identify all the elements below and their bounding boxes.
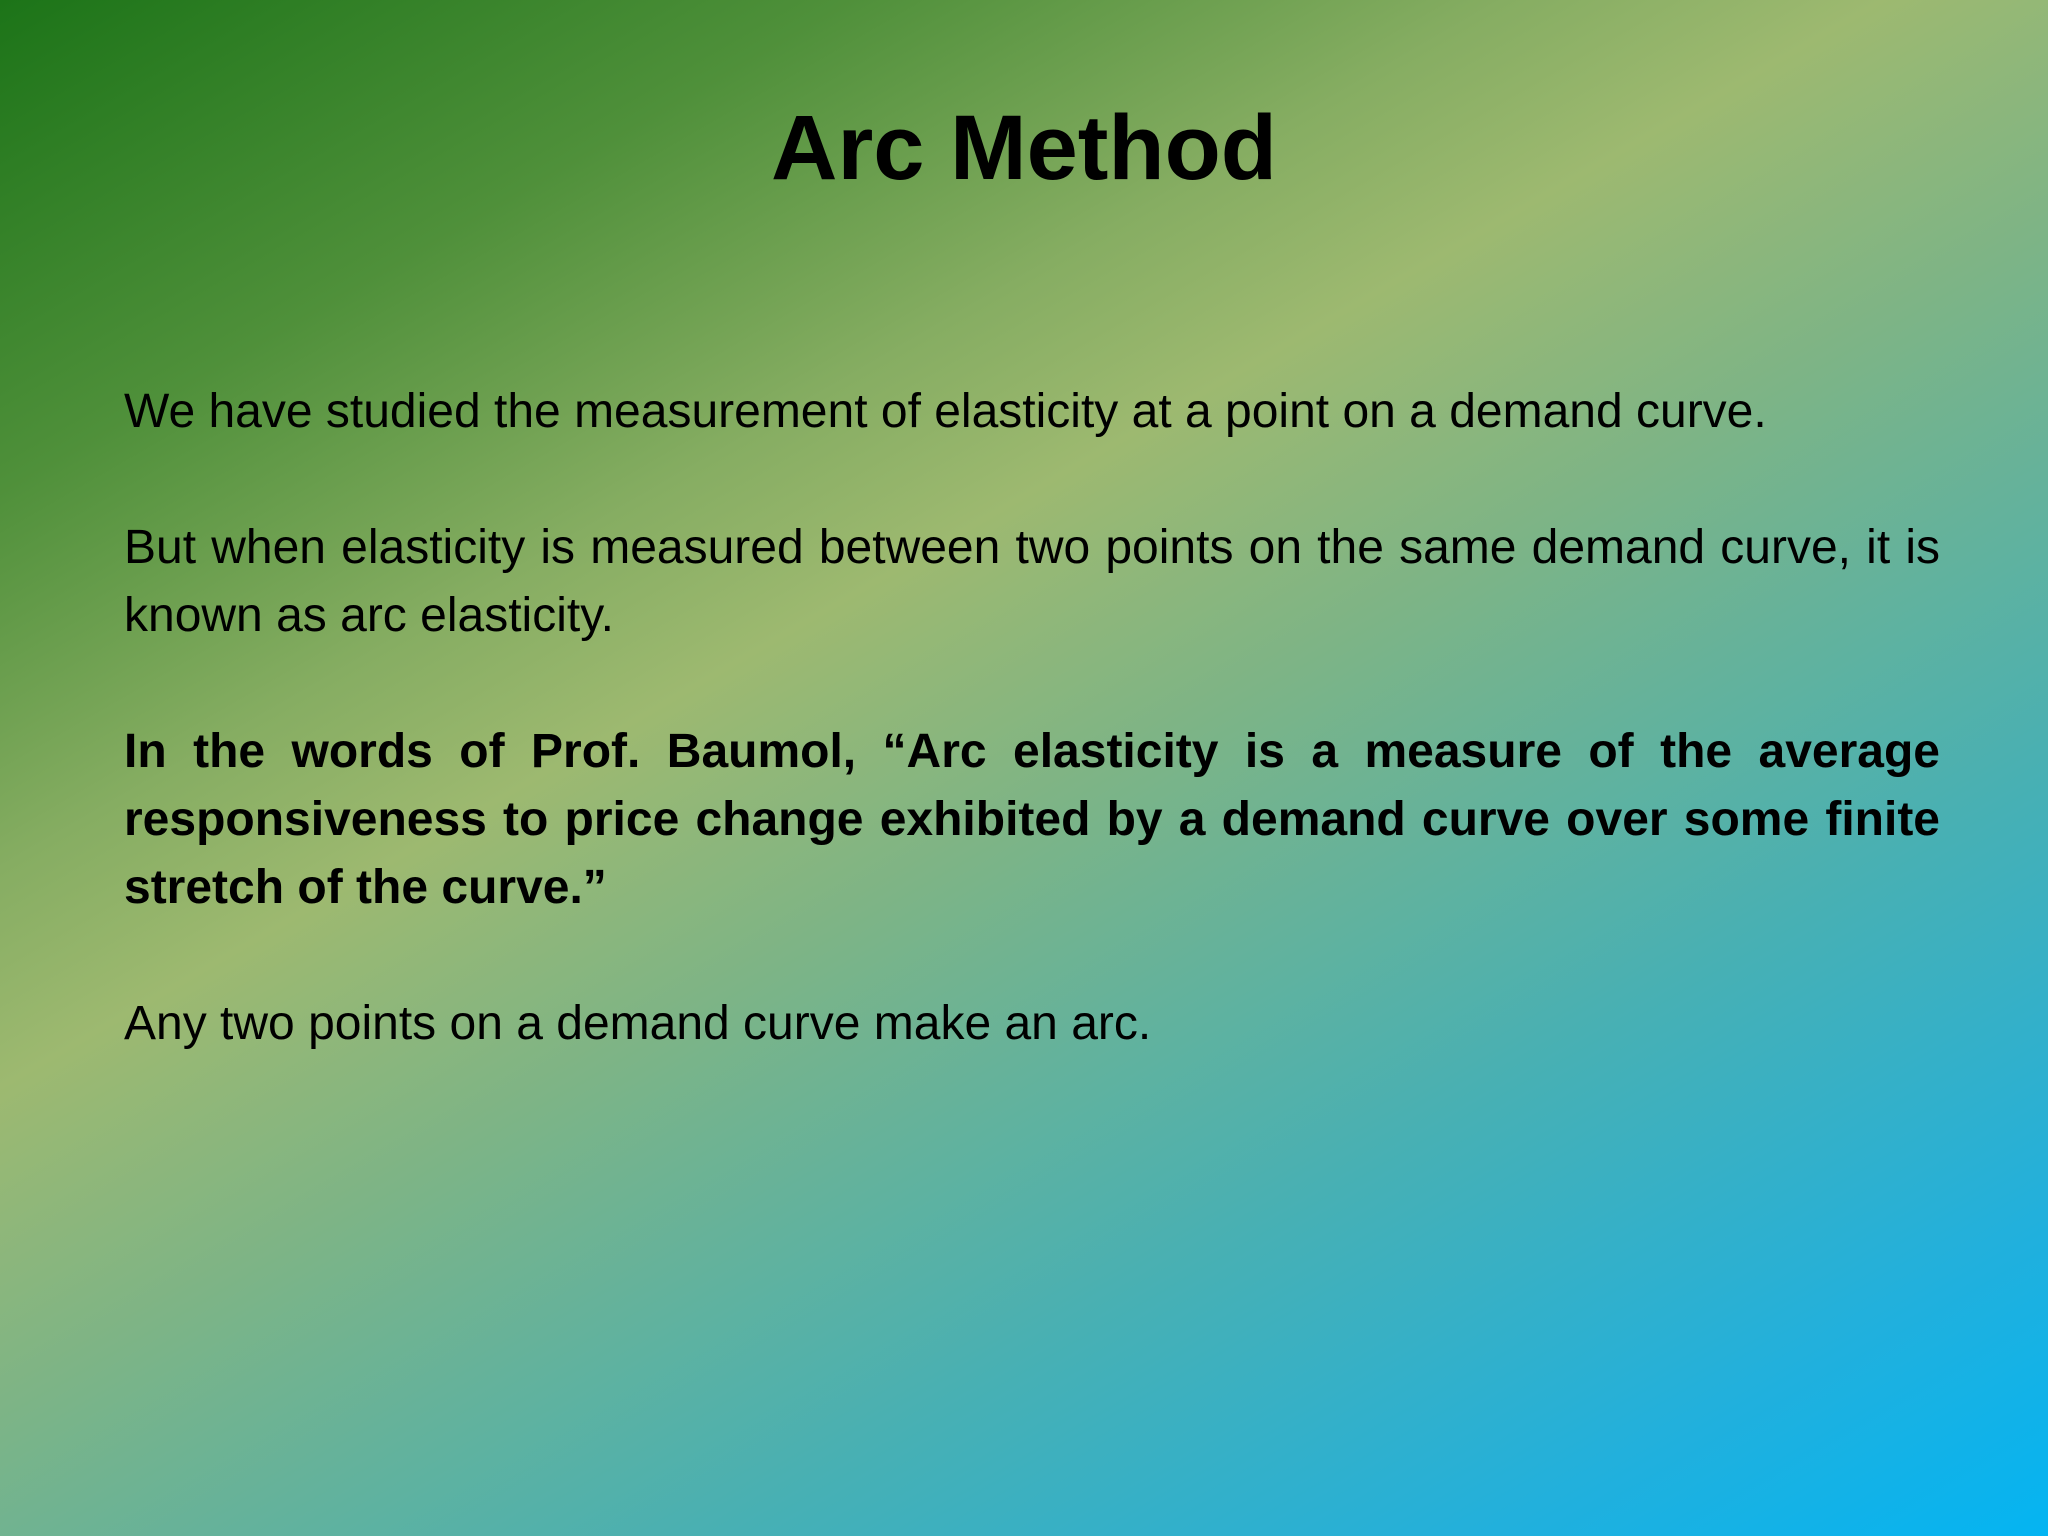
paragraph-arc-note: Any two points on a demand curve make an arc. <box>124 997 1152 1050</box>
slide-body <box>124 378 1940 1058</box>
paragraph-arc-elasticity-definition: But when elasticity is measured between two points on the same demand curve, it is known as arc elasticity. <box>124 521 1940 642</box>
slide-title: Arc Method <box>771 97 1277 199</box>
paragraph-baumol-quote: In the words of Prof. Baumol, “Arc elasticity is a measure of the average responsiveness to price change exhibited by a demand curve over some finite stretch of the curve.” <box>124 725 1940 914</box>
paragraph-point-elasticity: We have studied the measurement of elasticity at a point on a demand curve. <box>124 385 1767 438</box>
